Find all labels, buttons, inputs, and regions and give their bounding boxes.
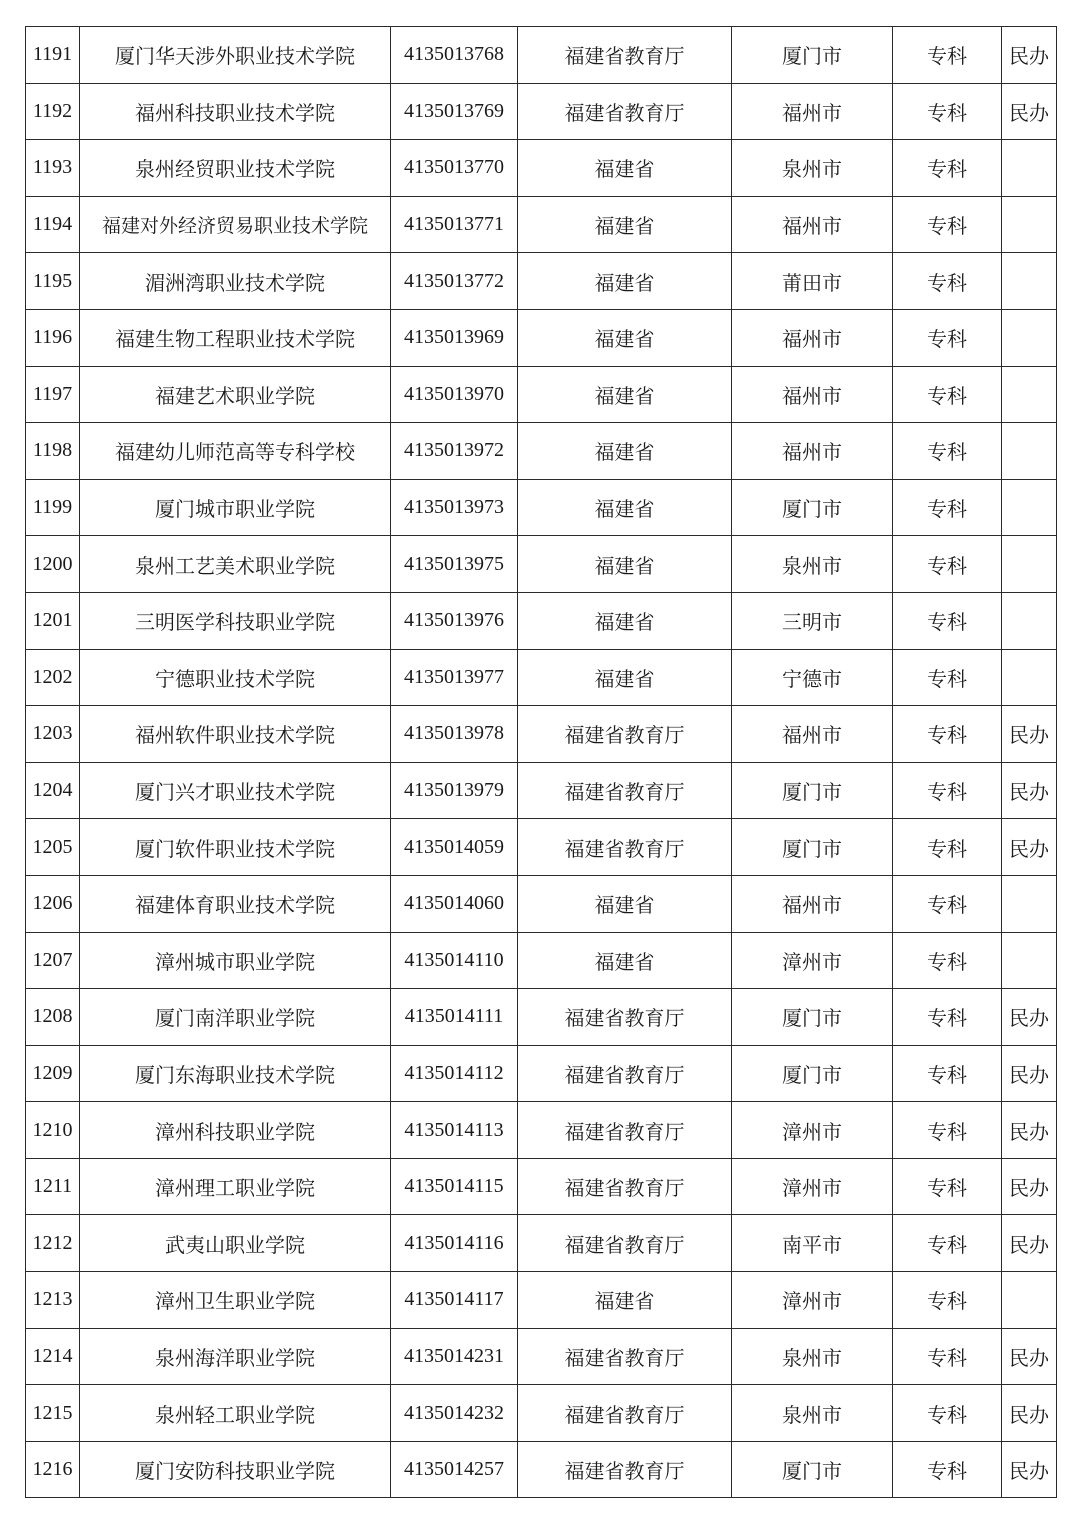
level-cell: 专科 [893, 27, 1002, 84]
level-cell: 专科 [893, 1272, 1002, 1329]
level-cell: 专科 [893, 366, 1002, 423]
level-cell: 专科 [893, 1102, 1002, 1159]
institution-name-cell: 厦门华天涉外职业技术学院 [80, 27, 391, 84]
city-cell: 福州市 [732, 875, 893, 932]
note-cell [1002, 536, 1057, 593]
level-cell: 专科 [893, 989, 1002, 1046]
institution-name-cell: 福建体育职业技术学院 [80, 875, 391, 932]
authority-cell: 福建省 [518, 932, 732, 989]
institution-name-cell: 三明医学科技职业学院 [80, 592, 391, 649]
table-row [26, 989, 1057, 1046]
table-row [26, 83, 1057, 140]
institution-name-cell: 福州软件职业技术学院 [80, 706, 391, 763]
city-cell: 三明市 [732, 592, 893, 649]
row-number-cell: 1196 [26, 309, 80, 366]
level-cell: 专科 [893, 1158, 1002, 1215]
level-cell: 专科 [893, 536, 1002, 593]
city-cell: 漳州市 [732, 1158, 893, 1215]
note-cell: 民办 [1002, 989, 1057, 1046]
city-cell: 厦门市 [732, 1441, 893, 1498]
note-cell: 民办 [1002, 83, 1057, 140]
institution-code-cell: 4135013969 [391, 309, 518, 366]
institution-code-cell: 4135014112 [391, 1045, 518, 1102]
note-cell [1002, 932, 1057, 989]
row-number-cell: 1211 [26, 1158, 80, 1215]
note-cell: 民办 [1002, 762, 1057, 819]
institution-name-cell: 武夷山职业学院 [80, 1215, 391, 1272]
row-number-cell: 1210 [26, 1102, 80, 1159]
city-cell: 厦门市 [732, 762, 893, 819]
row-number-cell: 1202 [26, 649, 80, 706]
authority-cell: 福建省 [518, 423, 732, 480]
table-row [26, 1215, 1057, 1272]
city-cell: 泉州市 [732, 536, 893, 593]
city-cell: 福州市 [732, 366, 893, 423]
institution-code-cell: 4135013970 [391, 366, 518, 423]
table-row [26, 366, 1057, 423]
level-cell: 专科 [893, 309, 1002, 366]
note-cell [1002, 196, 1057, 253]
note-cell: 民办 [1002, 1102, 1057, 1159]
note-cell [1002, 875, 1057, 932]
city-cell: 厦门市 [732, 1045, 893, 1102]
row-number-cell: 1191 [26, 27, 80, 84]
institution-table [25, 26, 1057, 1498]
city-cell: 福州市 [732, 196, 893, 253]
institution-code-cell: 4135013977 [391, 649, 518, 706]
institution-name-cell: 福建幼儿师范高等专科学校 [80, 423, 391, 480]
institution-name-cell: 厦门安防科技职业学院 [80, 1441, 391, 1498]
table-row [26, 1158, 1057, 1215]
institution-name-cell: 厦门城市职业学院 [80, 479, 391, 536]
level-cell: 专科 [893, 253, 1002, 310]
table-row [26, 196, 1057, 253]
city-cell: 漳州市 [732, 932, 893, 989]
table-row [26, 1385, 1057, 1442]
note-cell [1002, 253, 1057, 310]
row-number-cell: 1208 [26, 989, 80, 1046]
note-cell: 民办 [1002, 819, 1057, 876]
institution-name-cell: 福建对外经济贸易职业技术学院 [80, 196, 391, 253]
row-number-cell: 1207 [26, 932, 80, 989]
institution-name-cell: 漳州科技职业学院 [80, 1102, 391, 1159]
authority-cell: 福建省 [518, 875, 732, 932]
institution-name-cell: 厦门软件职业技术学院 [80, 819, 391, 876]
institution-name-cell: 漳州城市职业学院 [80, 932, 391, 989]
institution-name-cell: 漳州理工职业学院 [80, 1158, 391, 1215]
level-cell: 专科 [893, 196, 1002, 253]
institution-code-cell: 4135014117 [391, 1272, 518, 1329]
institution-code-cell: 4135014113 [391, 1102, 518, 1159]
note-cell: 民办 [1002, 1385, 1057, 1442]
institution-code-cell: 4135013978 [391, 706, 518, 763]
note-cell [1002, 309, 1057, 366]
level-cell: 专科 [893, 762, 1002, 819]
authority-cell: 福建省 [518, 1272, 732, 1329]
institution-code-cell: 4135013973 [391, 479, 518, 536]
table-row [26, 140, 1057, 197]
table-row [26, 1102, 1057, 1159]
authority-cell: 福建省教育厅 [518, 819, 732, 876]
level-cell: 专科 [893, 83, 1002, 140]
city-cell: 宁德市 [732, 649, 893, 706]
city-cell: 厦门市 [732, 27, 893, 84]
authority-cell: 福建省 [518, 196, 732, 253]
level-cell: 专科 [893, 423, 1002, 480]
authority-cell: 福建省教育厅 [518, 762, 732, 819]
level-cell: 专科 [893, 1215, 1002, 1272]
city-cell: 厦门市 [732, 479, 893, 536]
institution-name-cell: 厦门兴才职业技术学院 [80, 762, 391, 819]
institution-code-cell: 4135014110 [391, 932, 518, 989]
institution-code-cell: 4135013979 [391, 762, 518, 819]
table-row [26, 819, 1057, 876]
institution-code-cell: 4135014060 [391, 875, 518, 932]
authority-cell: 福建省 [518, 253, 732, 310]
institution-code-cell: 4135013772 [391, 253, 518, 310]
authority-cell: 福建省教育厅 [518, 27, 732, 84]
institution-code-cell: 4135013972 [391, 423, 518, 480]
note-cell: 民办 [1002, 1045, 1057, 1102]
row-number-cell: 1215 [26, 1385, 80, 1442]
institution-code-cell: 4135014231 [391, 1328, 518, 1385]
level-cell: 专科 [893, 706, 1002, 763]
authority-cell: 福建省 [518, 366, 732, 423]
note-cell [1002, 140, 1057, 197]
authority-cell: 福建省教育厅 [518, 989, 732, 1046]
note-cell: 民办 [1002, 706, 1057, 763]
note-cell [1002, 366, 1057, 423]
row-number-cell: 1197 [26, 366, 80, 423]
authority-cell: 福建省 [518, 479, 732, 536]
row-number-cell: 1193 [26, 140, 80, 197]
authority-cell: 福建省教育厅 [518, 1385, 732, 1442]
level-cell: 专科 [893, 932, 1002, 989]
table-row [26, 536, 1057, 593]
authority-cell: 福建省 [518, 592, 732, 649]
city-cell: 漳州市 [732, 1272, 893, 1329]
authority-cell: 福建省教育厅 [518, 1328, 732, 1385]
institution-name-cell: 泉州轻工职业学院 [80, 1385, 391, 1442]
institution-name-cell: 福州科技职业技术学院 [80, 83, 391, 140]
table-row [26, 253, 1057, 310]
note-cell: 民办 [1002, 1441, 1057, 1498]
institution-code-cell: 4135014059 [391, 819, 518, 876]
level-cell: 专科 [893, 819, 1002, 876]
row-number-cell: 1214 [26, 1328, 80, 1385]
authority-cell: 福建省 [518, 140, 732, 197]
table-row [26, 1045, 1057, 1102]
note-cell [1002, 1272, 1057, 1329]
row-number-cell: 1201 [26, 592, 80, 649]
level-cell: 专科 [893, 479, 1002, 536]
city-cell: 泉州市 [732, 140, 893, 197]
city-cell: 莆田市 [732, 253, 893, 310]
institution-table-wrapper [25, 26, 1056, 1498]
row-number-cell: 1206 [26, 875, 80, 932]
authority-cell: 福建省 [518, 309, 732, 366]
table-row [26, 423, 1057, 480]
row-number-cell: 1203 [26, 706, 80, 763]
institution-code-cell: 4135013771 [391, 196, 518, 253]
city-cell: 泉州市 [732, 1328, 893, 1385]
authority-cell: 福建省教育厅 [518, 1441, 732, 1498]
note-cell: 民办 [1002, 1158, 1057, 1215]
table-row [26, 932, 1057, 989]
institution-code-cell: 4135014115 [391, 1158, 518, 1215]
note-cell [1002, 423, 1057, 480]
note-cell [1002, 479, 1057, 536]
authority-cell: 福建省教育厅 [518, 1045, 732, 1102]
note-cell: 民办 [1002, 1328, 1057, 1385]
institution-name-cell: 福建生物工程职业技术学院 [80, 309, 391, 366]
note-cell: 民办 [1002, 1215, 1057, 1272]
institution-name-cell: 泉州海洋职业学院 [80, 1328, 391, 1385]
table-row [26, 875, 1057, 932]
authority-cell: 福建省教育厅 [518, 1158, 732, 1215]
row-number-cell: 1216 [26, 1441, 80, 1498]
table-row [26, 479, 1057, 536]
row-number-cell: 1200 [26, 536, 80, 593]
table-row [26, 762, 1057, 819]
level-cell: 专科 [893, 875, 1002, 932]
institution-name-cell: 福建艺术职业学院 [80, 366, 391, 423]
level-cell: 专科 [893, 1045, 1002, 1102]
authority-cell: 福建省教育厅 [518, 83, 732, 140]
institution-code-cell: 4135014257 [391, 1441, 518, 1498]
city-cell: 福州市 [732, 706, 893, 763]
city-cell: 厦门市 [732, 819, 893, 876]
institution-name-cell: 宁德职业技术学院 [80, 649, 391, 706]
table-row [26, 1272, 1057, 1329]
row-number-cell: 1209 [26, 1045, 80, 1102]
city-cell: 福州市 [732, 423, 893, 480]
level-cell: 专科 [893, 649, 1002, 706]
institution-code-cell: 4135013768 [391, 27, 518, 84]
institution-name-cell: 厦门东海职业技术学院 [80, 1045, 391, 1102]
table-body [26, 27, 1057, 1498]
row-number-cell: 1198 [26, 423, 80, 480]
row-number-cell: 1213 [26, 1272, 80, 1329]
institution-name-cell: 湄洲湾职业技术学院 [80, 253, 391, 310]
city-cell: 福州市 [732, 309, 893, 366]
institution-code-cell: 4135013975 [391, 536, 518, 593]
city-cell: 漳州市 [732, 1102, 893, 1159]
institution-code-cell: 4135014232 [391, 1385, 518, 1442]
institution-code-cell: 4135013770 [391, 140, 518, 197]
institution-name-cell: 泉州工艺美术职业学院 [80, 536, 391, 593]
note-cell [1002, 592, 1057, 649]
row-number-cell: 1194 [26, 196, 80, 253]
institution-code-cell: 4135013976 [391, 592, 518, 649]
row-number-cell: 1212 [26, 1215, 80, 1272]
level-cell: 专科 [893, 592, 1002, 649]
table-row [26, 592, 1057, 649]
institution-name-cell: 厦门南洋职业学院 [80, 989, 391, 1046]
institution-code-cell: 4135014111 [391, 989, 518, 1046]
authority-cell: 福建省 [518, 649, 732, 706]
authority-cell: 福建省教育厅 [518, 706, 732, 763]
institution-code-cell: 4135013769 [391, 83, 518, 140]
level-cell: 专科 [893, 140, 1002, 197]
note-cell: 民办 [1002, 27, 1057, 84]
table-row [26, 1441, 1057, 1498]
table-row [26, 1328, 1057, 1385]
table-row [26, 27, 1057, 84]
institution-name-cell: 漳州卫生职业学院 [80, 1272, 391, 1329]
table-row [26, 309, 1057, 366]
city-cell: 厦门市 [732, 989, 893, 1046]
note-cell [1002, 649, 1057, 706]
row-number-cell: 1192 [26, 83, 80, 140]
authority-cell: 福建省 [518, 536, 732, 593]
row-number-cell: 1204 [26, 762, 80, 819]
authority-cell: 福建省教育厅 [518, 1215, 732, 1272]
city-cell: 南平市 [732, 1215, 893, 1272]
institution-name-cell: 泉州经贸职业技术学院 [80, 140, 391, 197]
row-number-cell: 1205 [26, 819, 80, 876]
city-cell: 福州市 [732, 83, 893, 140]
city-cell: 泉州市 [732, 1385, 893, 1442]
table-row [26, 706, 1057, 763]
row-number-cell: 1195 [26, 253, 80, 310]
level-cell: 专科 [893, 1441, 1002, 1498]
table-row [26, 649, 1057, 706]
level-cell: 专科 [893, 1328, 1002, 1385]
row-number-cell: 1199 [26, 479, 80, 536]
authority-cell: 福建省教育厅 [518, 1102, 732, 1159]
level-cell: 专科 [893, 1385, 1002, 1442]
institution-code-cell: 4135014116 [391, 1215, 518, 1272]
